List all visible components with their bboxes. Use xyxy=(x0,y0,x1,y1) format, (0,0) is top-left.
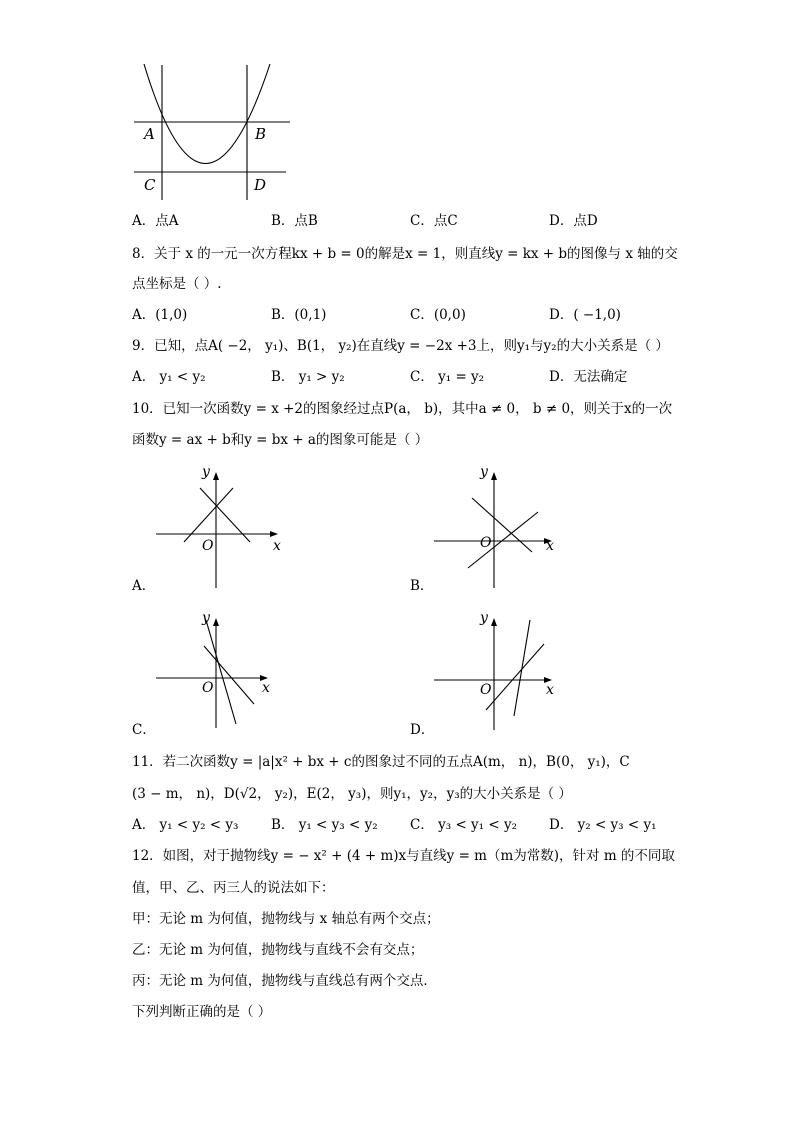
origin-label: O xyxy=(202,680,214,696)
q12-statement-bing: 丙：无论 m 为何值，抛物线与直线总有两个交点． xyxy=(132,973,437,989)
q9-option-b: B． y₁ > y₂ xyxy=(271,369,345,385)
origin-label: O xyxy=(480,682,492,698)
x-label: x xyxy=(273,538,281,554)
q12-question: 下列判断正确的是（ ） xyxy=(132,1004,272,1020)
q10-stem-line1: 10．已知一次函数y = x +2的图象经过点P(a， b)，其中a ≠ 0， b ≠ 0，则关于x的一次 xyxy=(132,401,673,417)
q8-stem-line1: 8．关于 x 的一元一次方程kx + b = 0的解是x = 1，则直线y = kx + b的图像与 x 轴的交 xyxy=(132,246,678,262)
q11-option-c: C． y₃ < y₁ < y₂ xyxy=(410,817,518,833)
x-label: x xyxy=(546,682,554,698)
q7-option-b: B．点B xyxy=(271,213,318,229)
q11-stem-line2: (3 − m， n)，D(√2， y₂)，E(2， y₃)，则y₁，y₂，y₃的大小关系是（ ） xyxy=(132,786,572,802)
q9-option-c: C． y₁ = y₂ xyxy=(410,369,485,385)
line-shallow xyxy=(486,644,544,710)
line-steep xyxy=(206,620,236,724)
q8-option-d: D．( −1,0) xyxy=(549,307,621,323)
q11-option-a: A． y₁ < y₂ < y₃ xyxy=(132,817,239,833)
origin-label: O xyxy=(202,538,214,554)
q11-option-d: D． y₂ < y₃ < y₁ xyxy=(549,817,657,833)
x-label: x xyxy=(546,538,554,554)
q12-statement-yi: 乙：无论 m 为何值，抛物线与直线不会有交点； xyxy=(132,942,424,958)
point-label-b: B xyxy=(255,125,267,143)
point-label-d: D xyxy=(254,176,267,194)
q7-option-d: D．点D xyxy=(549,213,598,229)
q11-stem-line1: 11．若二次函数y = |a|x² + bx + c的图象过不同的五点A(m， n)，B(0， y₁)，C xyxy=(132,754,630,770)
y-axis-arrow xyxy=(491,472,497,480)
q8-stem-line2: 点坐标是（ ）. xyxy=(132,276,222,292)
y-axis-arrow xyxy=(491,618,497,626)
x-axis-arrow xyxy=(270,531,278,537)
y-label: y xyxy=(202,464,210,480)
parabola-curve xyxy=(144,64,270,164)
line-steep xyxy=(514,620,530,716)
y-label: y xyxy=(480,464,488,480)
y-label: y xyxy=(202,610,210,626)
origin-label: O xyxy=(480,535,492,551)
q8-option-a: A．(1,0) xyxy=(132,307,188,323)
q8-option-b: B．(0,1) xyxy=(271,307,327,323)
y-label: y xyxy=(480,610,488,626)
parabola-figure xyxy=(130,60,300,210)
graph-a xyxy=(150,460,290,595)
q12-statement-jia: 甲：无论 m 为何值，抛物线与 x 轴总有两个交点； xyxy=(132,911,440,927)
q7-option-c: C．点C xyxy=(410,213,458,229)
q9-option-d: D．无法确定 xyxy=(549,369,628,385)
graph-d xyxy=(428,606,568,741)
q10-option-c: C． xyxy=(132,722,156,738)
q9-option-a: A． y₁ < y₂ xyxy=(132,369,206,385)
point-label-a: A xyxy=(144,125,155,143)
x-label: x xyxy=(262,680,270,696)
q8-option-c: C．(0,0) xyxy=(410,307,466,323)
q12-stem-line1: 12．如图，对于抛物线y = − x² + (4 + m)x与直线y = m（m为常数)，针对 m 的不同取 xyxy=(132,848,675,864)
q10-option-a: A． xyxy=(132,578,156,594)
graph-c xyxy=(150,606,290,741)
q10-option-b: B． xyxy=(410,578,434,594)
q12-stem-line2: 值，甲、乙、丙三人的说法如下： xyxy=(132,880,335,896)
y-axis-arrow xyxy=(213,618,219,626)
graph-b xyxy=(428,460,568,595)
line-rising xyxy=(468,512,538,568)
q10-option-d: D． xyxy=(410,722,435,738)
q11-option-b: B． y₁ < y₃ < y₂ xyxy=(271,817,378,833)
point-label-c: C xyxy=(144,176,156,194)
q7-option-a: A．点A xyxy=(132,213,179,229)
q9-stem-line1: 9．已知，点A( −2， y₁)、B(1， y₂)在直线y = −2x +3上，则y₁与y₂的大小关系是（ ） xyxy=(132,338,669,354)
q10-stem-line2: 函数y = ax + b和y = bx + a的图象可能是（ ） xyxy=(132,432,429,448)
y-axis-arrow xyxy=(213,472,219,480)
